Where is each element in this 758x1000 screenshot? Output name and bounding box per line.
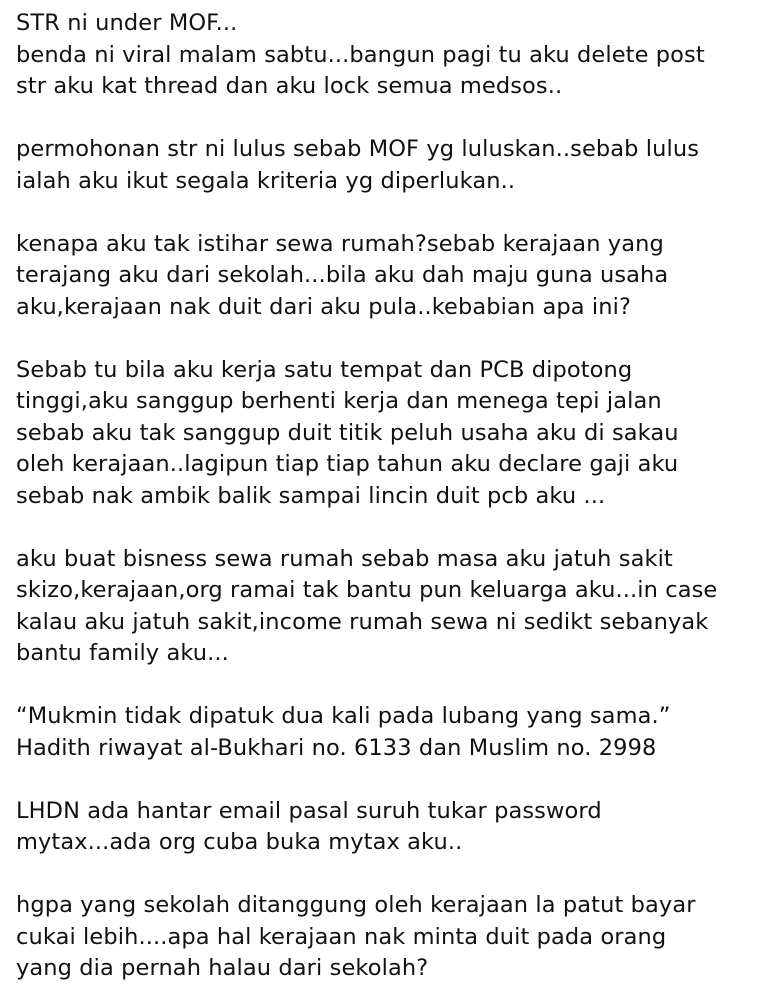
paragraph [16, 544, 752, 670]
text-line: Hadith riwayat al-Bukhari no. 6133 dan Muslim no. 2998 [16, 734, 657, 761]
text-line: benda ni viral malam sabtu...bangun pagi tu aku delete post [16, 41, 705, 68]
text-line: sebab nak ambik balik sampai lincin duit pcb aku ... [16, 482, 606, 509]
text-line: aku buat bisness sewa rumah sebab masa aku jatuh sakit [16, 545, 673, 572]
text-line: STR ni under MOF... [16, 10, 238, 36]
paragraph [16, 8, 752, 103]
paragraph [16, 355, 752, 513]
text-line: str aku kat thread dan aku lock semua medsos.. [16, 73, 563, 99]
text-line: sebab aku tak sanggup duit titik peluh usaha aku di sakau [16, 419, 679, 446]
paragraph [16, 134, 752, 197]
post-text-body [16, 8, 752, 985]
text-line: LHDN ada hantar email pasal suruh tukar password [16, 797, 602, 824]
text-line: terajang aku dari sekolah...bila aku dah maju guna usaha [16, 262, 669, 288]
text-line: “Mukmin tidak dipatuk dua kali pada lubang yang sama.” [16, 703, 671, 729]
text-line: aku,kerajaan nak duit dari aku pula..kebabian apa ini? [16, 293, 632, 320]
paragraph [16, 229, 752, 324]
text-line: bantu family aku... [16, 640, 229, 666]
text-line: ialah aku ikut segala kriteria yg diperlukan.. [16, 167, 516, 194]
text-line: tinggi,aku sanggup berhenti kerja dan menega tepi jalan [16, 388, 662, 414]
text-line: cukai lebih....apa hal kerajaan nak minta duit pada orang [16, 923, 667, 950]
paragraph [16, 796, 752, 859]
text-line: kenapa aku tak istihar sewa rumah?sebab kerajaan yang [16, 230, 664, 257]
text-line: kalau aku jatuh sakit,income rumah sewa ni sedikt sebanyak [16, 608, 709, 635]
paragraph [16, 890, 752, 985]
text-line: Sebab tu bila aku kerja satu tempat dan PCB dipotong [16, 356, 633, 383]
text-line: hgpa yang sekolah ditanggung oleh kerajaan la patut bayar [16, 892, 696, 918]
paragraph [16, 701, 752, 764]
text-line: mytax...ada org cuba buka mytax aku.. [16, 829, 463, 855]
text-line: permohonan str ni lulus sebab MOF yg luluskan..sebab lulus [16, 136, 700, 162]
text-line: yang dia pernah halau dari sekolah? [16, 955, 429, 981]
text-line: oleh kerajaan..lagipun tiap tiap tahun aku declare gaji aku [16, 451, 679, 477]
text-line: skizo,kerajaan,org ramai tak bantu pun keluarga aku...in case [16, 577, 718, 603]
